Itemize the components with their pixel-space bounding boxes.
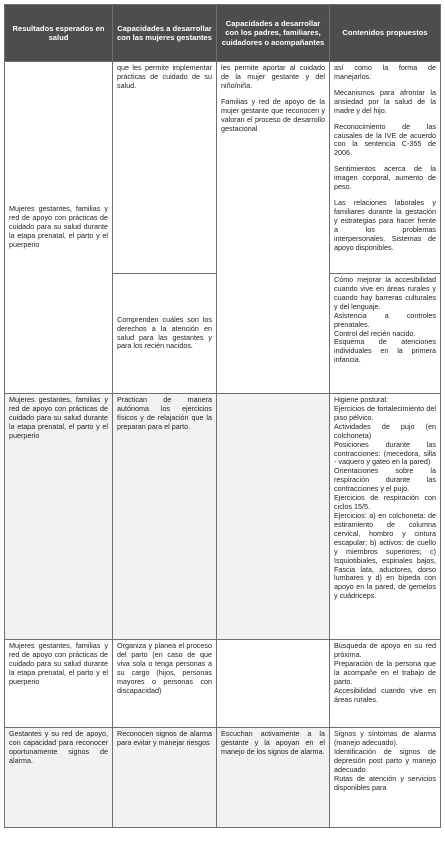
cap-mujer-cell-1b: Comprenden cuáles son los derechos a la atención en salud para las gestantes y para los recién nacidos. — [113, 274, 217, 394]
cap-familia-text: Familias y red de apoyo de la mujer gestante que reconocen y valoran el proceso de desarrollo gestacional — [221, 96, 325, 133]
content-item: Esquema de atenciones individuales en la primera infancia. — [334, 337, 436, 365]
result-cell-2: Mujeres gestantes, familias y red de apoyo con prácticas de cuidado para su salud durante la etapa prenatal, el parto y el puerperio — [5, 394, 113, 640]
contenidos-cell-1b — [330, 274, 441, 394]
cap-mujer-cell-2: Practican de manera autónoma los ejercicios físicos y de relajación que la preparan para el parto. — [113, 394, 217, 640]
cap-familia-cell-4: Escuchan activamente a la gestante y la apoyan en el manejo de los signos de alarma. — [217, 728, 330, 828]
header-capacidades-familia: Capacidades a desarrollar con los padres, familiares, cuidadores o acompañantes — [217, 5, 330, 62]
content-item: Orientaciones sobre la respiración durante las contracciones y el pujo. — [334, 466, 436, 494]
contenidos-cell-4 — [330, 728, 441, 828]
content-item: Búsqueda de apoyo en su red próxima. — [334, 641, 436, 659]
content-item: Preparación de la persona que la acompañe en el trabajo de parto. — [334, 658, 436, 686]
contenidos-cell-1a — [330, 62, 441, 274]
cap-familia-text: les permite aportar al cuidado de la mujer gestante y del niño/niña. — [221, 63, 325, 90]
cap-familia-cell-1 — [217, 62, 330, 394]
content-table — [4, 4, 441, 828]
header-contenidos: Contenidos propuestos — [330, 5, 441, 62]
contenidos-cell-2 — [330, 394, 441, 640]
content-item: Cómo mejorar la accesibilidad cuando vive en áreas rurales y cuando hay barreras culturales y del lenguaje. — [334, 275, 436, 311]
content-item: Reconocimiento de las causales de la IVE de acuerdo con la sentencia C-355 de 2006. — [334, 121, 436, 158]
result-cell-1: Mujeres gestantes, familias y red de apoyo con prácticas de cuidado para su salud durante la etapa prenatal, el parto y el puerperio — [5, 62, 113, 394]
content-item: Ejercicios de fortalecimiento del piso pélvico. — [334, 403, 436, 422]
content-item: Control del recién nacido. — [334, 328, 416, 338]
cap-familia-cell-2 — [217, 394, 330, 640]
content-item: Ejercicios de respiración con ciclos 15/5. — [334, 493, 436, 512]
cap-familia-cell-3 — [217, 640, 330, 728]
content-item: Ejercicios: a) en colchoneta: de estiramiento de columna cervical, hombro y cintura escapular; b) activos: de cuello y miembros superiores; c) Isquiotibiales, espinales bajos, Fascia lata, aductores, dorso lumbares y d) en bípeda con apoyo en la pared, de gemelos y cuádriceps. — [334, 510, 436, 601]
result-cell-3: Mujeres gestantes, familias y red de apoyo con prácticas de cuidado para su salud durante la etapa prenatal, el parto y el puerperio — [5, 640, 113, 728]
content-item: Mecanismos para afrontar la ansiedad por la salud de la madre y del hijo. — [334, 87, 436, 115]
content-item: Actividades de pujo (en colchoneta) — [334, 421, 436, 440]
cap-mujer-cell-1a: que les permite implementar prácticas de cuidado de su salud. — [113, 62, 217, 274]
content-item: Las relaciones laborales y familiares durante la gestación y estrategias para hacer frente a los problemas interpersonales. Sistemas de apoyo disponibles. — [334, 198, 436, 252]
contenidos-cell-3 — [330, 640, 441, 728]
content-item: Asistencia a controles prenatales. — [334, 310, 436, 329]
header-resultados: Resultados esperados en salud — [5, 5, 113, 62]
content-item: Signos y síntomas de alarma (manejo adecuado). — [334, 729, 436, 747]
content-item: Sentimientos acerca de la imagen corporal, aumento de peso. — [334, 164, 436, 192]
header-capacidades-mujeres: Capacidades a desarrollar con las mujeres gestantes — [113, 5, 217, 62]
content-item: Accesibilidad cuando vive en áreas rurales. — [334, 685, 436, 704]
content-item: Rutas de atención y servicios disponibles para — [334, 773, 436, 792]
content-item: Identificación de signos de depresión post parto y manejo adecuado. — [334, 746, 436, 774]
content-item: así como la forma de manejarlos. — [334, 63, 436, 81]
content-item: Higiene postural: — [334, 395, 388, 404]
cap-mujer-cell-4: Reconocen signos de alarma para evitar y manejar riesgos — [113, 728, 217, 828]
content-item: Posiciones durante las contracciones: (mecedora, silla - vaquero y gateo en la pared) — [334, 439, 436, 467]
cap-mujer-cell-3: Organiza y planea el proceso del parto (en caso de que viva sola o tenga personas a su cargo (hijos, personas mayores o personas con discapacidad) — [113, 640, 217, 728]
result-cell-4: Gestantes y su red de apoyo, con capacidad para reconocer oportunamente signos de alarma. — [5, 728, 113, 828]
